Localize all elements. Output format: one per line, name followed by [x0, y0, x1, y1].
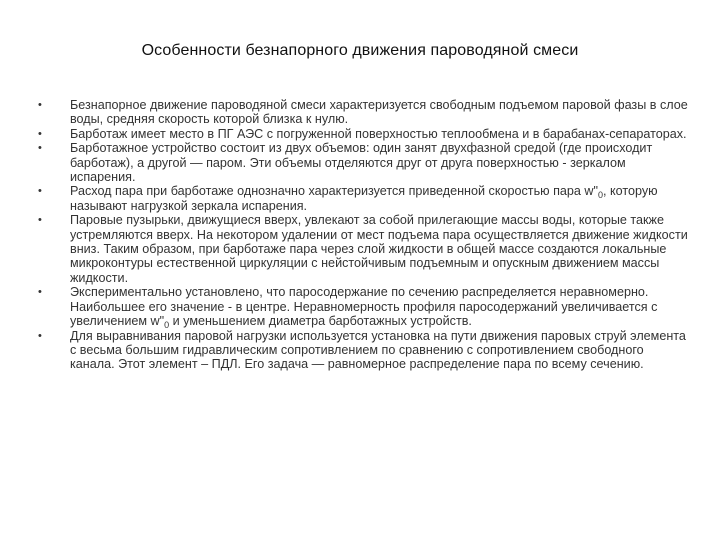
- bullet-icon: •: [38, 142, 42, 155]
- bullet-text-before: Экспериментально установлено, что паросодержание по сечению распределяется неравномерно. Наибольшее его значение - в центре. Неравномерность профиля паросодержаний увеличивается с увеличением w": [70, 285, 658, 329]
- bullet-text: [70, 285, 658, 331]
- bullet-icon: •: [38, 329, 42, 342]
- bullet-text: Барботажное устройство состоит из двух объемов: один занят двухфазной средой (где происходит барботаж), а другой — паром. Эти объемы отделяются друг от друга поверхностью - зеркалом испарения.: [70, 141, 653, 185]
- bullet-text-after: , которую называют нагрузкой зеркала испарения.: [70, 184, 658, 213]
- bullet-text: Для выравнивания паровой нагрузки используется установка на пути движения паровых струй элемента с весьма большим гидравлическим сопротивлением по сравнению с сопротивлением свободного канала. Этот элемент – ПДЛ. Его задача — равномерное распределение пара по всему сечению.: [70, 328, 686, 372]
- subscript: 0: [597, 190, 603, 201]
- bullet-text-before: Расход пара при барботаже однозначно характеризуется приведенной скоростью пара w": [70, 184, 598, 199]
- bullet-icon: •: [38, 127, 42, 140]
- bullet-icon: •: [38, 286, 42, 299]
- bullet-icon: •: [38, 99, 42, 111]
- slide-title: Особенности безнапорного движения пароводяной смеси: [141, 42, 579, 59]
- bullet-item-3: [38, 141, 690, 184]
- bullet-text-after: и уменьшением диаметра барботажных устройств.: [169, 314, 472, 329]
- bullet-text: [70, 184, 658, 212]
- bullet-text: Барботаж имеет место в ПГ АЭС с погруженной поверхностью теплообмена и в барабанах-сепараторах.: [70, 126, 687, 141]
- bullet-item-2: [38, 127, 690, 141]
- bullet-item-4: [38, 184, 690, 213]
- bullet-icon: •: [38, 214, 42, 227]
- bullet-icon: •: [38, 185, 42, 198]
- bullet-item-6: [38, 285, 690, 331]
- bullet-item-7: [38, 329, 690, 372]
- bullet-item-1: [38, 98, 690, 127]
- bullet-item-5: [38, 213, 690, 285]
- subscript: 0: [164, 320, 170, 331]
- bullet-list: [38, 98, 690, 372]
- bullet-text: Паровые пузырьки, движущиеся вверх, увлекают за собой прилегающие массы воды, которые также устремляются вверх. На некотором удалении от мест подъема пара осуществляется движение жидкости вниз. Таким образом, при барботаже пара через слой жидкости в общей массе создаются локальные микроконтуры естественной циркуляции с нейстойчивым подъемным и опускным движением массы жидкости.: [70, 213, 688, 285]
- bullet-text: Безнапорное движение пароводяной смеси характеризуется свободным подъемом паровой фазы в слое воды, средняя скорость которой близка к нулю.: [70, 98, 688, 127]
